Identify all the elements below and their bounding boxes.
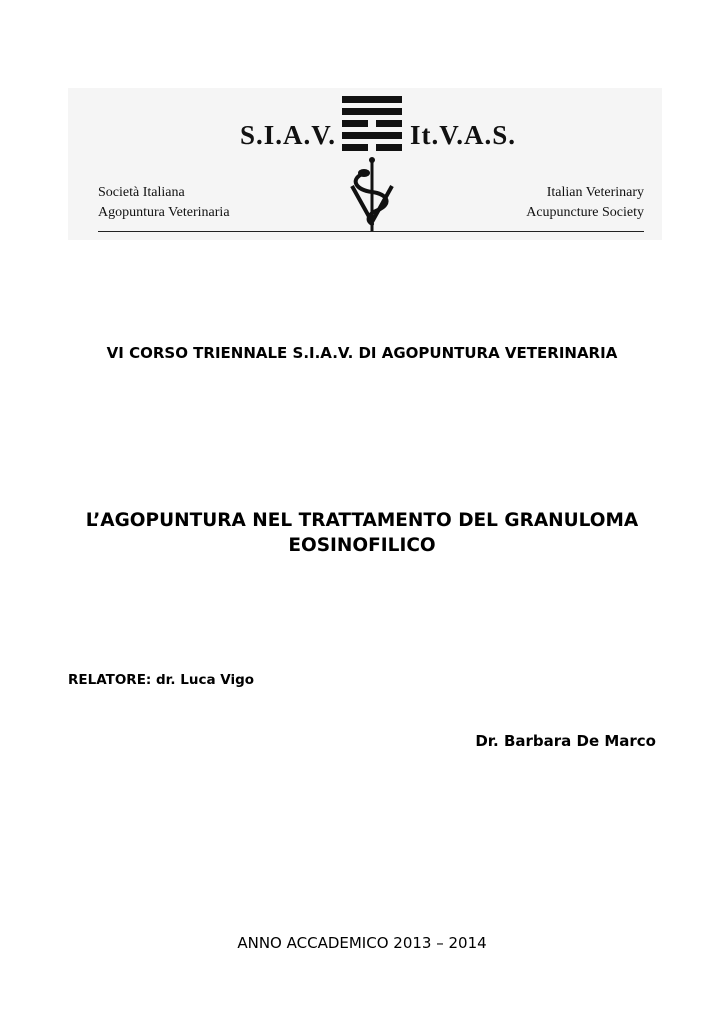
academic-year: ANNO ACCADEMICO 2013 – 2014 xyxy=(237,934,487,952)
trigram-caduceus-logo xyxy=(340,94,404,234)
thesis-title xyxy=(0,508,724,558)
thesis-title-line1: L’AGOPUNTURA NEL TRATTAMENTO DEL GRANULOMA xyxy=(85,510,639,531)
letterhead-acronym-it: S.I.A.V. xyxy=(240,120,337,150)
author-name: Dr. Barbara De Marco xyxy=(475,732,656,750)
letterhead-name-it-line1: Società Italiana xyxy=(98,185,185,200)
letterhead-divider xyxy=(98,231,644,232)
letterhead-name-en-line1: Italian Veterinary xyxy=(546,185,644,200)
supervisor-label: RELATORE: dr. Luca Vigo xyxy=(68,672,255,688)
letterhead-name-en-line2: Acupuncture Society xyxy=(526,205,644,220)
thesis-title-line2: EOSINOFILICO xyxy=(288,535,436,556)
letterhead-name-it-line2: Agopuntura Veterinaria xyxy=(98,205,230,220)
course-title: VI CORSO TRIENNALE S.I.A.V. DI AGOPUNTURA VETERINARIA xyxy=(106,344,618,362)
letterhead xyxy=(68,88,662,240)
letterhead-name-italian xyxy=(98,183,230,223)
letterhead-name-english xyxy=(526,183,644,223)
letterhead-acronym-en: It.V.A.S. xyxy=(410,120,517,150)
